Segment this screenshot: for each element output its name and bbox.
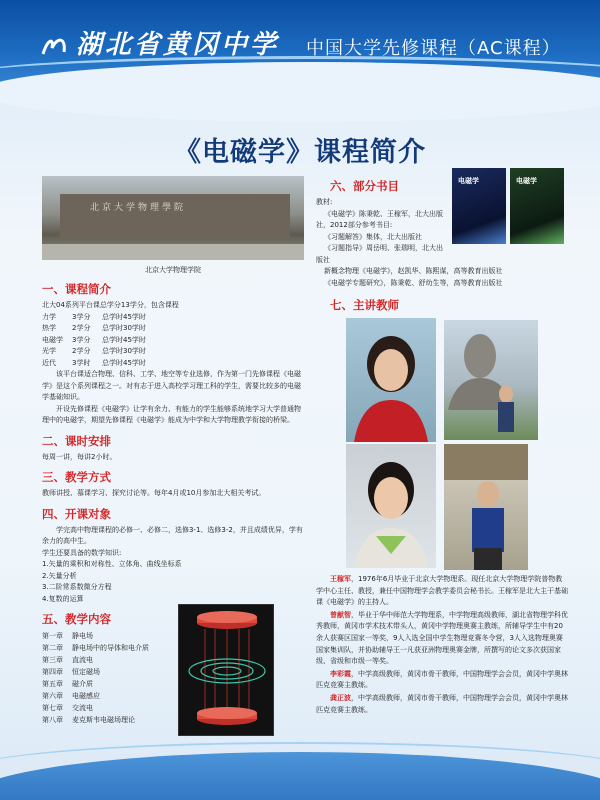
chapter-number: 第四章: [42, 668, 63, 676]
teacher-bio: [316, 610, 568, 668]
chapter-number: 第二章: [42, 644, 63, 652]
section-heading: 一、课程简介: [42, 282, 111, 296]
math-intro: 学生还要具备的数学知识:: [42, 548, 122, 557]
book-cover: [452, 168, 506, 244]
teacher-photo: [444, 444, 528, 570]
book-line: 《电磁学专题研究》，陈秉乾、舒幼生等，高等教育出版社: [324, 278, 503, 287]
course-credit: 2学分: [72, 324, 91, 332]
chapter-number: 第七章: [42, 704, 63, 712]
chapter-number: 第一章: [42, 632, 63, 640]
building-sign: 北京大学物理學院: [90, 203, 187, 213]
teacher-bio-text: ，1976年6月毕业于北京大学物理系。现任北京大学物理学院普物教学中心主任、教授，兼任中国物理学会教学委员会秘书长。王稼军是北大主干基础课《电磁学》的主持人。: [316, 575, 568, 607]
course-hours: 总学时45学时: [102, 312, 146, 321]
school-name: 湖北省黄冈中学: [76, 30, 280, 60]
math-item: 4.复数的运算: [42, 594, 84, 603]
electromagnetic-field-figure: [178, 604, 274, 736]
book-title: 电磁学: [516, 177, 537, 185]
course-hours: 总学时45学时: [102, 335, 146, 344]
math-item: 1.矢量的乘积和对称性、立体角、曲线坐标系: [42, 560, 182, 568]
section-heading: 五、教学内容: [42, 612, 111, 626]
chapter-name: 直流电: [72, 656, 93, 664]
schedule-text: 每周一讲，每讲2小时。: [42, 452, 117, 461]
course-credit: 3学时: [72, 358, 91, 367]
course-paragraph: 开设先修课程《电磁学》让学有余力、有能力的学生能够系统地学习大学普通物理中的电磁学，期望先修课程《电磁学》能成为中学和大学物理教学衔接的桥梁。: [42, 404, 301, 424]
chapter-number: 第三章: [42, 656, 63, 664]
section-heading: 六、部分书目: [330, 179, 399, 193]
section-schedule: [42, 433, 304, 464]
teacher-name: 曾献智: [330, 610, 351, 619]
book-covers: [452, 168, 564, 244]
teacher-bio: [316, 574, 568, 609]
teacher-bio: [316, 693, 568, 716]
section-teachers: [316, 297, 566, 313]
teacher-photo: [346, 318, 436, 442]
math-item: 3.二阶常系数微分方程: [42, 583, 112, 591]
book-line: 《电磁学》陈秉乾、王稼军，北大出版社，2012部分参考书目:: [316, 209, 443, 229]
chapter-number: 第八章: [42, 716, 63, 724]
teacher-bios: [316, 574, 568, 717]
teacher-name: 王稼军: [330, 575, 351, 583]
chapter-name: 电磁感应: [72, 692, 100, 700]
photo-caption: 北京大学物理学院: [145, 266, 201, 274]
course-paragraph: 该平台课适合物理、信科、工学、地空等专业选修，作为第一门先修课程《电磁学》是这个系列课程之一。对有志于进入高校学习理工科的学生，需要比较多的电磁学基础知识。: [42, 370, 301, 401]
course-row: [42, 346, 304, 358]
school-emblem-icon: [40, 34, 70, 58]
course-name: 热学: [42, 324, 56, 332]
course-name: 力学: [42, 312, 56, 321]
teacher-name: 李彩霞: [330, 669, 351, 678]
book-title: 电磁学: [458, 177, 479, 185]
section-course-intro: [42, 281, 304, 427]
building-ground: [42, 244, 304, 260]
chapter-name: 恒定磁场: [72, 668, 100, 676]
section-heading: 七、主讲教师: [330, 298, 399, 312]
header-wave: [0, 62, 600, 122]
math-item: 2.矢量分析: [42, 571, 77, 580]
course-row: [42, 358, 304, 370]
course-intro-text: 北大04系列平台课总学分13学分，包含课程: [42, 301, 179, 309]
section-heading: 三、教学方式: [42, 470, 111, 484]
field-diagram-icon: [179, 605, 274, 736]
chapter-name: 麦克斯韦电磁场理论: [72, 716, 135, 724]
chapter-name: 交流电: [72, 704, 93, 712]
book-line: 《习题解答》集体，北大出版社: [324, 232, 422, 241]
header-banner: [0, 0, 600, 96]
teacher-bio-text: ，中学高级教师，黄冈市骨干教师，中国物理学会会员，黄冈中学奥林匹克竞赛主教练。: [316, 693, 568, 714]
course-row: [42, 323, 304, 335]
course-hours: 总学时30学时: [102, 324, 146, 332]
chapter-number: 第五章: [42, 680, 63, 688]
portrait-woman-icon: [346, 444, 436, 568]
building-facade: [60, 194, 290, 238]
course-name: 电磁学: [42, 335, 63, 344]
book-line: 教材:: [316, 198, 333, 206]
chapter-number: 第六章: [42, 692, 63, 700]
building-photo: [42, 176, 304, 260]
section-heading: 二、课时安排: [42, 433, 111, 448]
course-name: 光学: [42, 347, 56, 355]
chapter-name: 静电场: [72, 632, 93, 640]
audience-text: 学完高中物理课程的必修一、必修二，选修3-1、选修3-2，并且成绩优异，学有余力的高中生。: [42, 525, 303, 545]
teacher-bio-text: ，毕业于华中师范大学物理系，中学物理高级教师，湖北省物理学科优秀教师，黄冈市学术技术带头人，黄冈中学物理奥赛主教练，所辅导学生中有20余人获赛区国家一等奖，9人入选全国中学生物理竞赛冬令营，3人入选物理奥赛国家集训队，并协助辅导王一凡获亚洲物理奥赛金牌，所撰写的论文多次获国家级、省级和市级一等奖。: [316, 610, 568, 666]
portrait-woman-icon: [346, 318, 436, 442]
method-text: 教师讲授、慕课学习、探究讨论等。每年4月或10月参加北大相关考试。: [42, 489, 266, 497]
page-title: 《电磁学》课程简介: [174, 137, 426, 168]
course-credit: 2学分: [72, 347, 91, 355]
course-row: [42, 312, 304, 324]
teacher-photo: [444, 320, 538, 440]
course-credit: 3学分: [72, 312, 91, 321]
course-credit: 3学分: [72, 335, 91, 344]
teacher-photo: [346, 444, 436, 568]
book-line: 《习题指导》周岳明、张瑞明，北大出版社: [316, 244, 443, 264]
program-title: 中国大学先修课程（AC课程）: [306, 38, 561, 59]
teacher-name: 龚正波: [330, 693, 351, 702]
teacher-bio-text: ，中学高级教师，黄冈市骨干教师，中国物理学会会员，黄冈中学奥林匹克竞赛主教练。: [316, 669, 568, 690]
course-name: 近代: [42, 358, 56, 367]
book-line: 新概念物理《电磁学》，赵凯华、陈熙谋，高等教育出版社: [324, 267, 503, 275]
chapter-name: 静电场中的导体和电介质: [72, 644, 149, 652]
book-cover: [510, 168, 564, 244]
teacher-bio: [316, 669, 568, 692]
course-hours: 总学时45学时: [102, 358, 146, 367]
section-teaching-method: [42, 469, 304, 500]
course-row: [42, 335, 304, 347]
portrait-statue-icon: [444, 320, 538, 440]
section-audience: [42, 506, 304, 606]
school-logo: [40, 24, 279, 61]
section-heading: 四、开课对象: [42, 506, 111, 521]
portrait-man-icon: [444, 444, 528, 570]
chapter-name: 磁介质: [72, 680, 93, 688]
course-hours: 总学时30学时: [102, 347, 146, 355]
